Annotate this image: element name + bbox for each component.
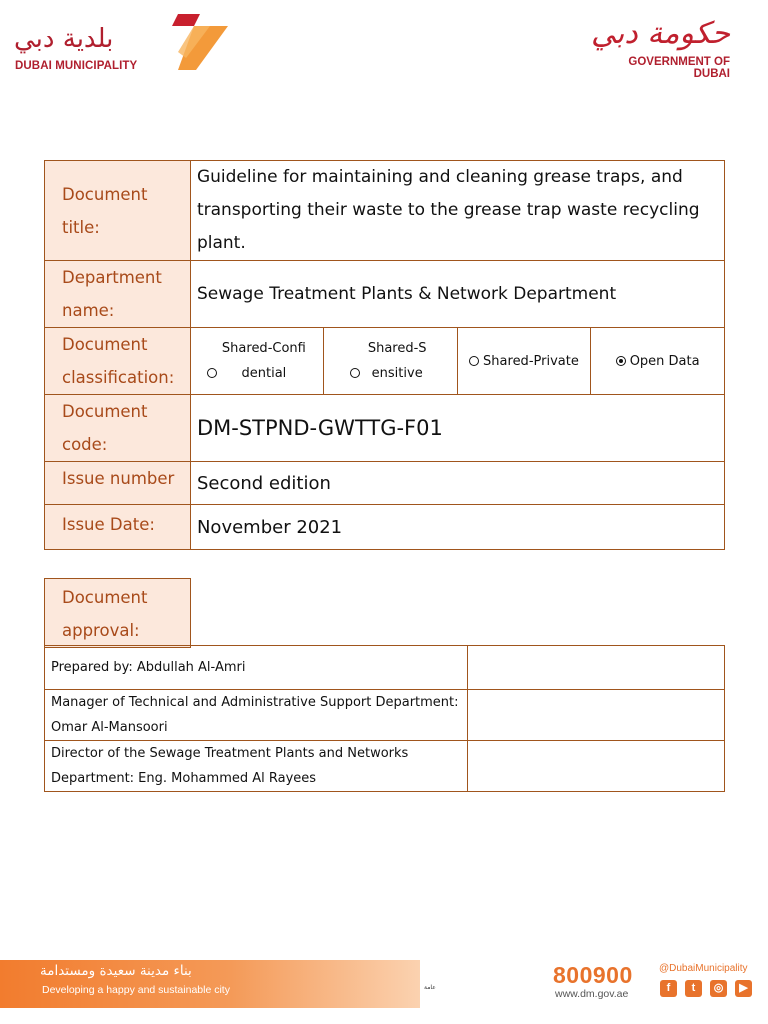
- footer-slogan-english: Developing a happy and sustainable city: [42, 984, 230, 996]
- signer-row: [45, 646, 725, 690]
- department-label: Department name:: [45, 261, 191, 328]
- signer-manager: Manager of Technical and Administrative Support Department: Omar Al-Mansoori: [45, 690, 468, 741]
- classification-option-shared-sensitive[interactable]: Shared-Sensitive: [323, 328, 457, 395]
- footer-slogan-arabic: بناء مدينة سعيدة ومستدامة: [40, 963, 192, 979]
- instagram-icon[interactable]: ◎: [710, 980, 727, 997]
- footer-social-handle[interactable]: @DubaiMunicipality: [659, 963, 748, 974]
- signature-cell[interactable]: [468, 741, 725, 792]
- gov-logo-arabic: حكومة دبي: [590, 16, 730, 51]
- footer-social-icons: [660, 980, 752, 997]
- row-classification: [45, 328, 725, 395]
- approval-signers-table: [44, 645, 725, 792]
- signer-row: [45, 741, 725, 792]
- footer-website-link[interactable]: www.dm.gov.ae: [555, 988, 629, 1000]
- footer-classification-mark: عامة: [424, 984, 436, 991]
- dm-logo-arabic: بلدية دبي: [14, 24, 114, 54]
- youtube-icon[interactable]: ▶: [735, 980, 752, 997]
- document-title-value: Guideline for maintaining and cleaning grease traps, and transporting their waste to the grease trap waste recycling plant.: [190, 161, 724, 261]
- row-issue-number: [45, 462, 725, 505]
- classification-label: Document classification:: [45, 328, 191, 395]
- classification-option-shared-confidential[interactable]: Shared-Confidential: [190, 328, 323, 395]
- signer-row: [45, 690, 725, 741]
- page-footer: [0, 956, 768, 1010]
- department-value: Sewage Treatment Plants & Network Department: [190, 261, 724, 328]
- row-issue-date: [45, 505, 725, 550]
- signer-prepared-by: Prepared by: Abdullah Al-Amri: [45, 646, 468, 690]
- row-document-code: [45, 395, 725, 462]
- signer-director: Director of the Sewage Treatment Plants and Networks Department: Eng. Mohammed Al Rayees: [45, 741, 468, 792]
- document-title-label: Document title:: [45, 161, 191, 261]
- issue-date-value: November 2021: [190, 505, 724, 550]
- classification-option-shared-private[interactable]: Shared-Private: [457, 328, 591, 395]
- gov-logo-english: GOVERNMENT OF DUBAI: [628, 56, 730, 80]
- approval-header-table: [44, 578, 191, 648]
- dubai-municipality-logo: [14, 12, 214, 72]
- row-document-title: [45, 161, 725, 261]
- signature-cell[interactable]: [468, 690, 725, 741]
- signature-cell[interactable]: [468, 646, 725, 690]
- issue-date-label: Issue Date:: [45, 505, 191, 550]
- government-of-dubai-logo: [590, 14, 730, 80]
- radio-unselected-icon: [207, 368, 217, 378]
- dm-logo-mark-icon: [150, 12, 230, 72]
- document-info-table: [44, 160, 725, 550]
- document-code-value: DM-STPND-GWTTG-F01: [190, 395, 724, 462]
- row-department: [45, 261, 725, 328]
- footer-phone[interactable]: 800900: [553, 962, 633, 988]
- radio-selected-icon: [616, 356, 626, 366]
- classification-option-open-data[interactable]: Open Data: [591, 328, 725, 395]
- radio-unselected-icon: [469, 356, 479, 366]
- issue-number-value: Second edition: [190, 462, 724, 505]
- dm-logo-english: DUBAI MUNICIPALITY: [15, 60, 138, 72]
- twitter-icon[interactable]: t: [685, 980, 702, 997]
- radio-unselected-icon: [350, 368, 360, 378]
- document-code-label: Document code:: [45, 395, 191, 462]
- facebook-icon[interactable]: f: [660, 980, 677, 997]
- document-approval-label: Document approval:: [45, 579, 191, 648]
- issue-number-label: Issue number: [45, 462, 191, 505]
